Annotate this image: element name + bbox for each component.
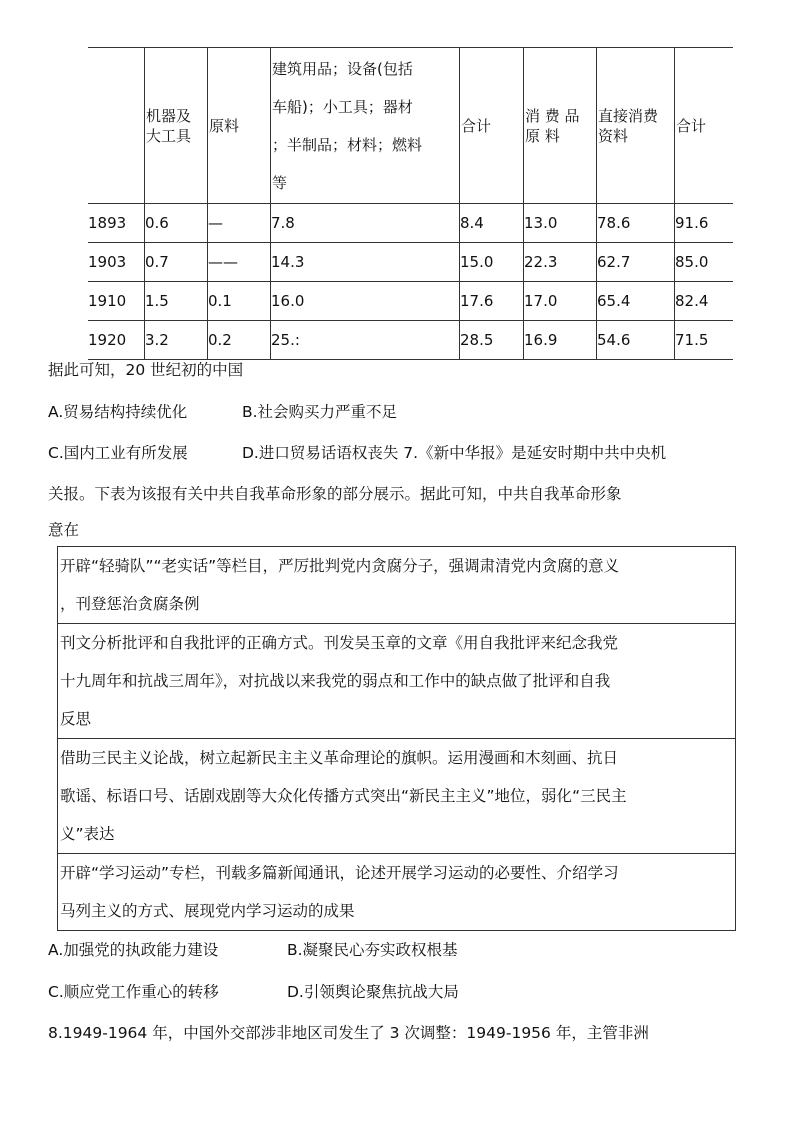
table-cell: —— [208,243,271,282]
q6-option-c: C.国内工业有所发展 [48,444,188,462]
q6-stem: 据此可知，20 世纪初的中国 [48,361,244,379]
cell-year: 1903 [88,243,145,282]
header-cell-subtotal: 合计 [460,48,524,204]
table-cell: 54.6 [597,321,675,360]
table-cell: 13.0 [524,204,597,243]
table-cell: 7.8 [271,204,460,243]
q6-option-a: A.贸易结构持续优化 [48,403,188,421]
table-cell: 开辟“学习运动”专栏，刊载多篇新闻通讯，论述开展学习运动的必要性、介绍学习 马列主义的方式、展现党内学习运动的成果 [58,854,736,931]
header-cell-raw-material: 原料 [208,48,271,204]
table-row [58,854,736,931]
table-cell: 62.7 [597,243,675,282]
q7-option-c: C.顺应党工作重心的转移 [48,983,219,1001]
header-cell-total: 合计 [675,48,734,204]
table-cell: 8.4 [460,204,524,243]
cell-year: 1920 [88,321,145,360]
table-cell: 91.6 [675,204,734,243]
header-cell-consumer-raw: 消 费 品 原 料 [524,48,597,204]
cell-year: 1910 [88,282,145,321]
q7-option-b: B.凝聚民心夯实政权根基 [287,941,458,959]
q7-stem-line3: 意在 [48,521,80,539]
table-cell: — [208,204,271,243]
table-cell: 0.7 [145,243,208,282]
table-cell: 17.6 [460,282,524,321]
header-cell-construction-goods: 建筑用品；设备(包括 车船)；小工具；器材 ；半制品；材料；燃料 等 [271,48,460,204]
q7-option-a: A.加强党的执政能力建设 [48,941,219,959]
table-row [88,282,733,321]
q7-stem-line2: 关报。下表为该报有关中共自我革命形象的部分展示。据此可知，中共自我革命形象 [48,485,622,503]
q7-option-d: D.引领舆论聚焦抗战大局 [287,983,459,1001]
table-cell: 15.0 [460,243,524,282]
q8-stem-line1: 8.1949-1964 年，中国外交部涉非地区司发生了 3 次调整：1949-1956 年，主管非洲 [48,1024,649,1042]
table-cell: 22.3 [524,243,597,282]
header-cell-direct-consumption: 直接消费 资料 [597,48,675,204]
header-cell-machinery: 机器及 大工具 [145,48,208,204]
table-cell: 65.4 [597,282,675,321]
table-cell: 85.0 [675,243,734,282]
table-cell: 借助三民主义论战，树立起新民主主义革命理论的旗帜。运用漫画和木刻画、抗日 歌谣、标语口号、话剧戏剧等大众化传播方式突出“新民主主义”地位，弱化“三民主 义”表达 [58,739,736,854]
table-row [88,243,733,282]
q6-option-d-q7-start: D.进口贸易话语权丧失 7.《新中华报》是延安时期中共中央机 [242,444,667,462]
table-cell: 0.6 [145,204,208,243]
table-cell: 3.2 [145,321,208,360]
table-row [58,547,736,624]
cell-year: 1893 [88,204,145,243]
table-cell: 82.4 [675,282,734,321]
table-cell: 16.0 [271,282,460,321]
import-structure-table [88,47,733,360]
table-cell: 28.5 [460,321,524,360]
table-cell: 14.3 [271,243,460,282]
table-cell: 16.9 [524,321,597,360]
table-row [58,739,736,854]
table-cell: 78.6 [597,204,675,243]
table-row [88,204,733,243]
table-cell: 25.: [271,321,460,360]
table-cell: 1.5 [145,282,208,321]
newspaper-table [57,546,736,931]
table-cell: 刊文分析批评和自我批评的正确方式。刊发吴玉章的文章《用自我批评来纪念我党 十九周年和抗战三周年》，对抗战以来我党的弱点和工作中的缺点做了批评和自我 反思 [58,624,736,739]
table-row [88,321,733,360]
table-header-row [88,48,733,204]
table-row [58,624,736,739]
table-cell: 0.1 [208,282,271,321]
table-cell: 开辟“轻骑队”“老实话”等栏目，严厉批判党内贪腐分子，强调肃清党内贪腐的意义 ，刊登惩治贪腐条例 [58,547,736,624]
q6-option-b: B.社会购买力严重不足 [242,403,398,421]
table-cell: 71.5 [675,321,734,360]
table-cell: 17.0 [524,282,597,321]
header-cell-year [88,48,145,204]
table-cell: 0.2 [208,321,271,360]
